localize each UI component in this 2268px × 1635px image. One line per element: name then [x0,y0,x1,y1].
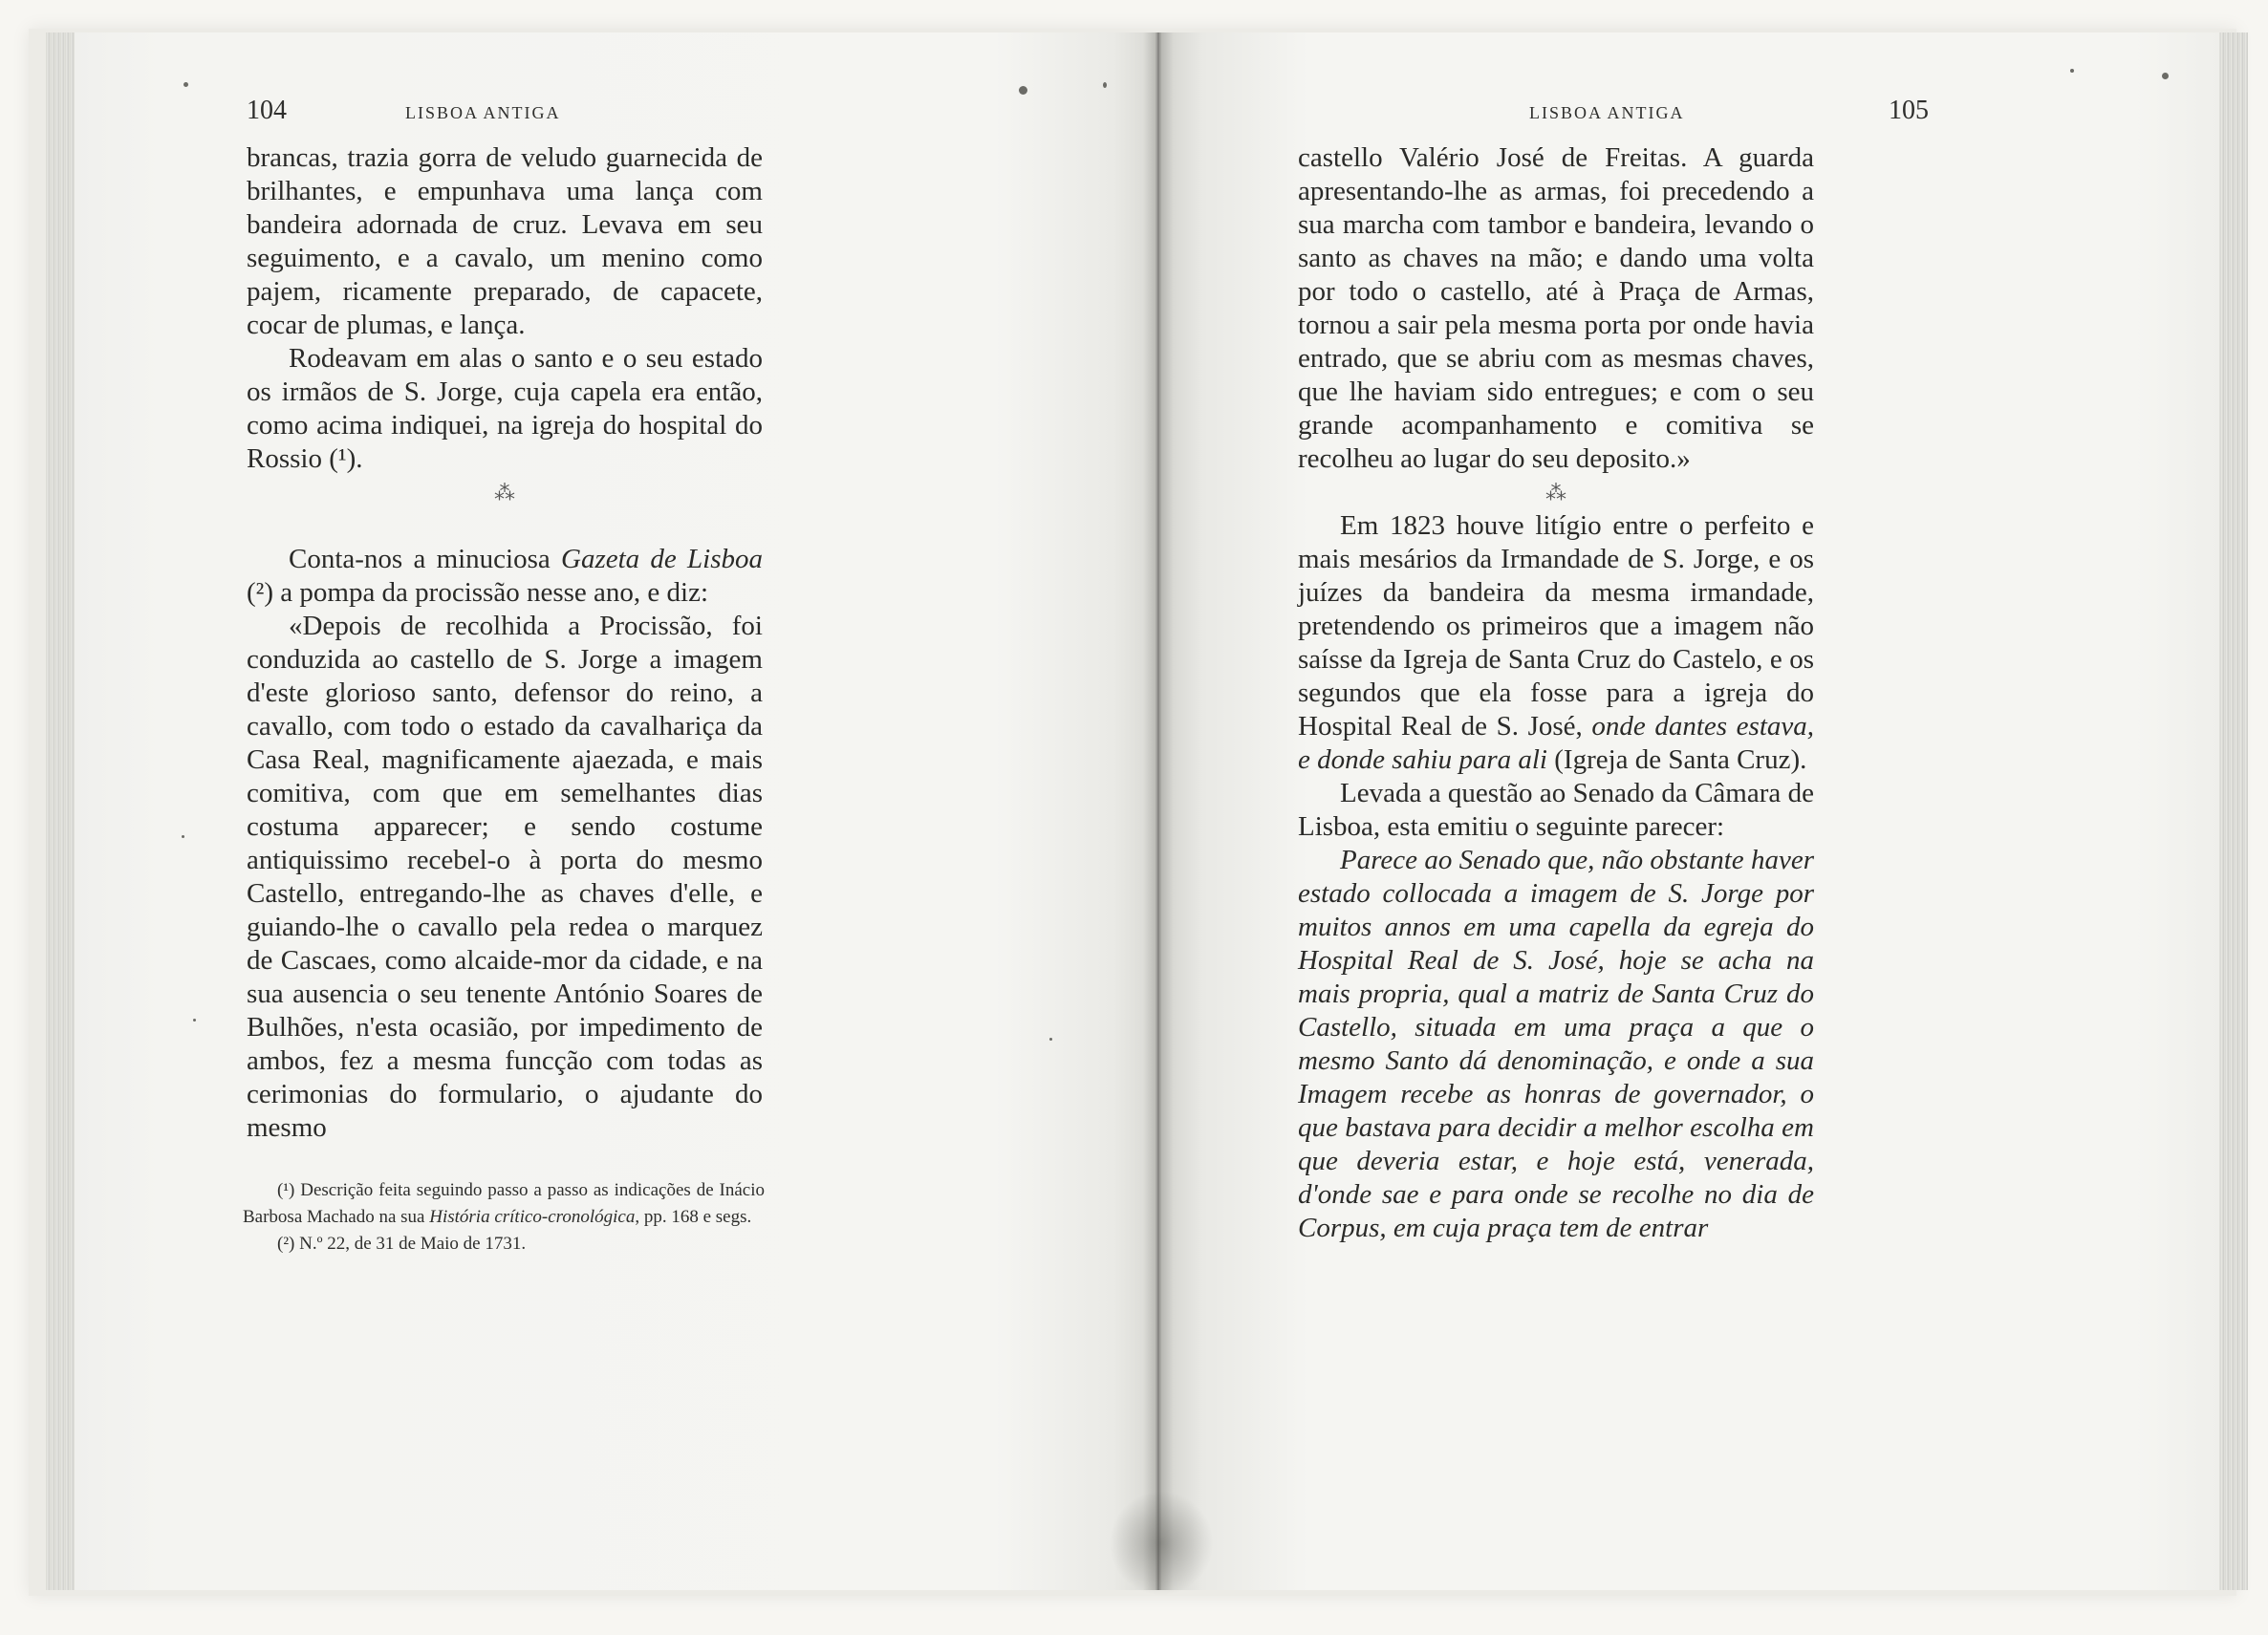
left-paragraph-4: «Depois de recolhida a Procissão, foi conduzida ao castello de S. Jorge a imagem d'este glorioso santo, defensor do reino, a cavallo, com todo o estado da cavalhariça da Casa Real, magnificamente ajaezada, e mais comitiva, com que em semelhantes dias costuma apparecer; e sendo costume antiquissimo recebel-o à porta do mesmo Castello, entregando-lhe as chaves d'elle, e guiando-lhe o cavallo pela redea o marquez de Cascaes, como alcaide-mor da cidade, e na sua ausencia o seu tenente António Soares de Bulhões, n'esta ocasião, por impedimento de ambos, fez a mesma funcção com todas as cerimonias do formulario, o ajudante do mesmo [247,611,763,1143]
right-running-title: LISBOA ANTIGA [1529,103,1685,122]
gazeta-de-lisboa-title: Gazeta de Lisboa [561,544,763,574]
dust-speck [182,835,184,838]
right-page-number: 105 [1889,96,1929,125]
left-page-number: 104 [247,96,287,125]
right-asterism: ⁂ [1545,481,1566,505]
right-paragraph-3: Levada a questão ao Senado da Câmara de Lisboa, esta emitiu o seguinte parecer: [1298,778,1814,842]
right-page [1160,32,2219,1590]
right-paragraph-2-end: (Igreja de Santa Cruz). [1547,744,1807,775]
book-gutter [1143,32,1174,1590]
right-paragraph-2 [1298,509,1814,777]
left-paragraph-2: Rodeavam em alas o santo e o seu estado os irmãos de S. Jorge, cuja capela era então, como acima indiquei, na igreja do hospital do Rossio (¹). [247,343,763,474]
right-paragraph-2-quote: onde dantes estava, e donde sahiu para ali [1298,711,1815,775]
dust-speck [1049,1038,1052,1041]
dust-speck [1103,82,1107,88]
left-paragraph-3 [247,543,763,610]
dust-speck [2070,69,2074,73]
dust-speck [1019,86,1027,95]
footnote-1-end: , pp. 168 e segs. [635,1207,752,1227]
left-page-edges [46,32,76,1590]
right-paragraph-1: castello Valério José de Freitas. A guarda apresentando-lhe as armas, foi precedendo a sua marcha com tambor e bandeira, levando o santo as chaves na mão; e dando uma volta por todo o castello, até à Praça de Armas, tornou a sair pela mesma porta por onde havia entrado, que se abriu com as mesmas chaves, que lhe haviam sido entregues; e com o seu grande acompanhamento e comitiva se recolheu ao lugar do seu deposito.» [1298,142,1814,474]
left-asterism: ⁂ [494,481,515,505]
footnote-1 [243,1177,765,1231]
right-page-edges [2215,32,2248,1590]
dust-speck [193,1019,196,1022]
left-text-block [247,141,763,1145]
left-footnotes [243,1177,765,1258]
left-paragraph-1: brancas, trazia gorra de veludo guarnecida de brilhantes, e empunhava uma lança com bandeira adornada de cruz. Levava em seu seguimento, e a cavalo, um menino como pajem, ricamente preparado, de capacete, cocar de plumas, e lança. [247,142,763,340]
dust-speck [184,82,188,87]
right-text-block [1298,141,1814,1245]
footnote-1-start: (¹) Descrição feita seguindo passo a passo as indicações de Inácio Barbosa Machado na sua [243,1180,765,1227]
right-paragraph-2-start: Em 1823 houve litígio entre o perfeito e mais mesários da Irmandade de S. Jorge, e os juízes da bandeira da mesma irmandade, pretendendo os primeiros que a imagem não saísse da Igreja de Santa Cruz do Castelo, e os segundos que ela fosse para a igreja do Hospital Real de S. José, [1298,510,1814,742]
left-running-title: LISBOA ANTIGA [405,103,561,122]
senado-parecer-quote: Parece ao Senado que, não obstante haver estado collocada a imagem de S. Jorge por muitos annos em uma capella da egreja do Hospital Real de S. José, hoje se acha na mais propria, qual a matriz de Santa Cruz do Castello, situada em uma praça a que o mesmo Santo dá denominação, e onde a sua Imagem recebe as honras de governador, o que bastava para decidir a melhor escolha em que deveria estar, e hoje está, venerada, d'onde sae e para onde se recolhe no dia de Corpus, em cuja praça tem de entrar [1298,845,1814,1243]
spine-shadow [1109,1491,1214,1596]
left-spacer [247,509,763,543]
left-paragraph-3-end: (²) a pompa da procissão nesse ano, e diz: [247,577,709,608]
dust-speck [2162,73,2169,79]
footnote-2: (²) N.º 22, de 31 de Maio de 1731. [277,1234,527,1254]
footnote-1-book-title: História crítico-cronológica [429,1207,636,1227]
left-page [75,32,1156,1590]
left-paragraph-3-start: Conta-nos a minuciosa [289,544,562,574]
